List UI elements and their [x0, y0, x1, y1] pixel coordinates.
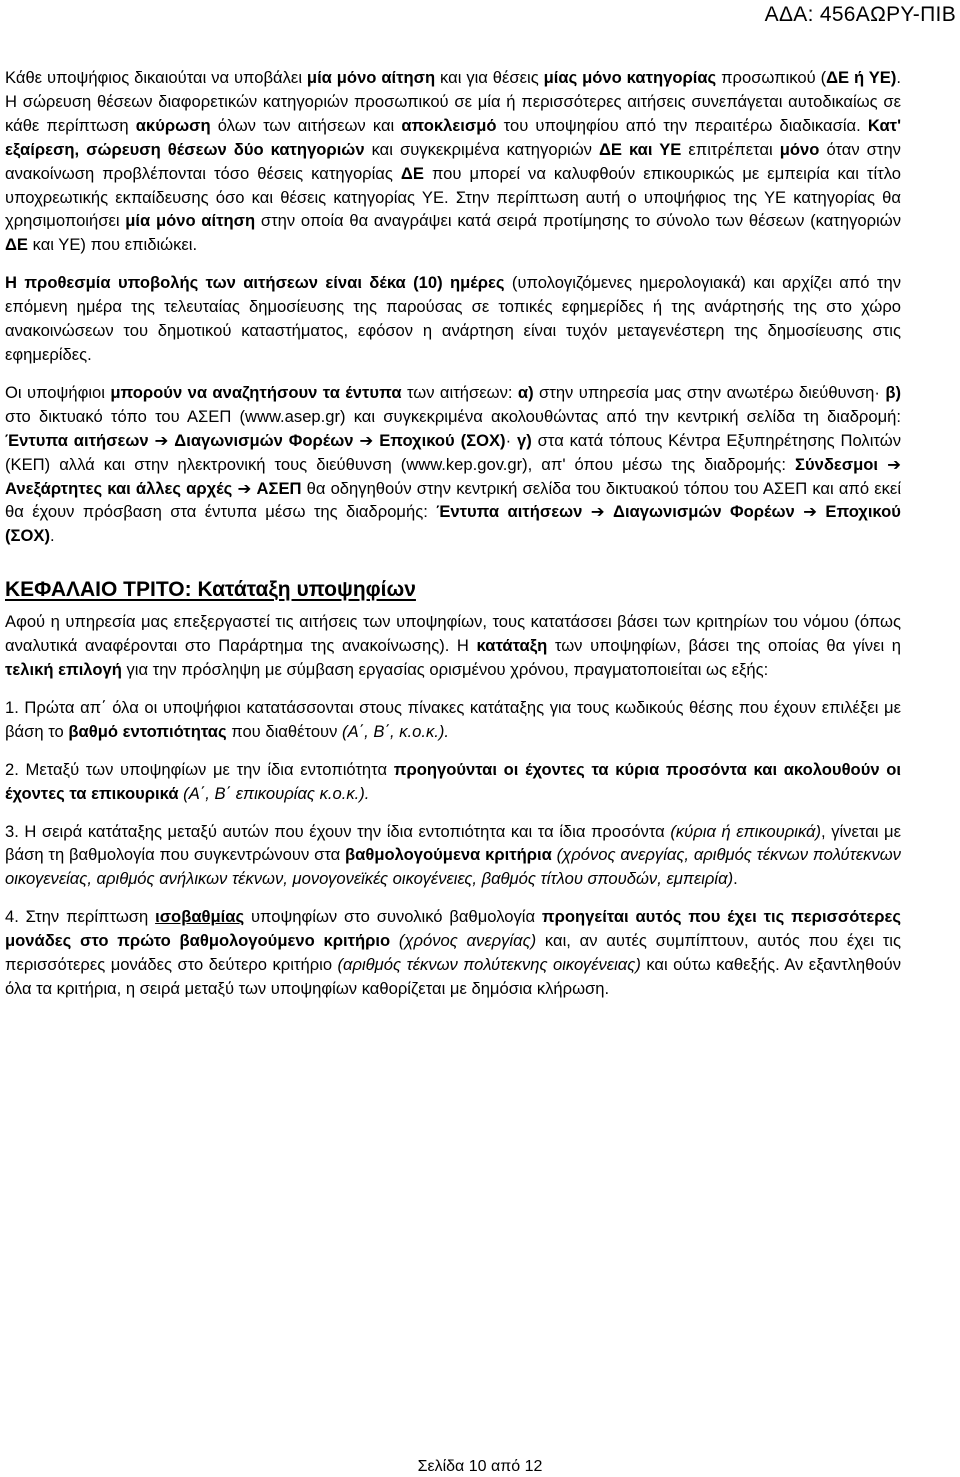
- bold-text: ΔΕ και ΥΕ: [598, 139, 682, 159]
- text: (υπολογιζόμενες ημερολογιακά) και αρχίζει από την επόμενη ημέρα της τελευταίας δημοσίευσης της παρούσας σε τοπικές εφημερίδες ή της ανάρτησής της στο χώρο ανακοινώσεων του δημοτικού καταστήματος, εφόσον η ανάρτηση είναι τυχόν μεταγενέστερη της δημοσίευσης στις εφημερίδες.: [5, 273, 901, 364]
- bold-text: ακύρωση: [135, 115, 211, 135]
- arrow-right-icon: ➔: [803, 502, 818, 522]
- ranking-item-3: [5, 820, 901, 892]
- bold-text: Η προθεσμία υποβολής των αιτήσεων είναι δέκα (10) ημέρες: [5, 273, 505, 293]
- bold-text: Έντυπα αιτήσεων: [5, 430, 149, 450]
- italic-text: (Α΄, Β΄ επικουρίας κ.ο.κ.).: [183, 783, 370, 803]
- bold-text: Ανεξάρτητες και άλλες αρχές: [5, 478, 233, 498]
- text: όταν στην ανακοίνωση προβλέπονται τόσο θέσεις κατηγορίας: [5, 139, 901, 183]
- bold-text: Έντυπα αιτήσεων: [436, 502, 583, 522]
- bold-text: τελική επιλογή: [5, 660, 122, 680]
- text: Αφού η υπηρεσία μας επεξεργαστεί τις αιτήσεις των υποψηφίων, τους κατατάσσει βάσει των κριτηρίων του νόμου (όπως αναλυτικά αναφέρονται στο Παράρτημα της ανακοίνωσης). Η: [5, 612, 901, 656]
- paragraph-ranking-intro: [5, 610, 901, 682]
- text: του υποψηφίου από την περαιτέρω διαδικασία.: [496, 115, 868, 135]
- text: και ούτω καθεξής. Αν εξαντληθούν όλα τα κριτήρια, η σειρά μεταξύ των υποψηφίων καθορίζεται με δημόσια κλήρωση.: [5, 955, 901, 998]
- bold-text: Σύνδεσμοι: [795, 454, 879, 474]
- text: . Η σώρευση θέσεων διαφορετικών κατηγοριών προσωπικού σε μία ή περισσότερες αιτήσεις συνεπάγεται αυτοδικαίως σε κάθε περίπτωση: [5, 68, 902, 135]
- italic-text: (χρόνος ανεργίας): [398, 931, 537, 951]
- bold-text: βαθμολογούμενα κριτήρια: [345, 845, 552, 865]
- text: και, αν αυτές συμπίπτουν, αυτός που έχει τις περισσότερες μονάδες στο δεύτερο κριτήριο: [5, 931, 901, 975]
- bold-text: αποκλεισμό: [401, 115, 497, 135]
- bold-text: γ): [516, 430, 532, 450]
- bold-text: Εποχικού (ΣΟΧ): [379, 430, 506, 450]
- bold-text: ΔΕ: [400, 163, 424, 183]
- bold-underlined-text: ισοβαθμίας: [155, 907, 245, 927]
- bold-text: βαθμό εντοπιότητας: [68, 721, 227, 741]
- text: των αιτήσεων:: [401, 382, 518, 402]
- text: για την πρόσληψη με σύμβαση εργασίας ορισμένου χρόνου, πραγματοποιείται ως εξής:: [121, 660, 769, 680]
- text: , γίνεται με βάση τη βαθμολογία που συγκεντρώνουν στα: [5, 821, 901, 865]
- text: 2. Μεταξύ των υποψηφίων με την ίδια εντοπιότητα: [5, 759, 394, 779]
- arrow-right-icon: ➔: [237, 478, 252, 498]
- bold-text: μόνο: [779, 139, 820, 159]
- text: όλων των αιτήσεων και: [210, 115, 402, 135]
- text: στην οποία θα αναγράψει κατά σειρά προτίμησης το σύνολο των θέσεων (κατηγοριών: [255, 211, 901, 231]
- arrow-right-icon: ➔: [590, 502, 605, 522]
- text: που μπορεί να καλυφθούν επικουρικώς με εμπειρία και τίτλο υποχρεωτικής εκπαίδευσης όσο και θέσεις κατηγορίας ΥΕ. Στην περίπτωση αυτή ο υποψήφιος της ΥΕ κατηγορίας θα χρησιμοποιήσει: [5, 163, 901, 231]
- bold-text: β): [885, 382, 901, 402]
- text: Κάθε υποψήφιος δικαιούται να υποβάλει: [5, 68, 307, 87]
- text: προσωπικού (: [716, 68, 827, 87]
- text: και ΥΕ) που επιδιώκει.: [28, 235, 198, 255]
- text: και για θέσεις: [435, 68, 544, 87]
- bold-text: προηγείται αυτός που έχει τις περισσότερες μονάδες στο πρώτο βαθμολογούμενο κριτήριο: [5, 907, 901, 951]
- bold-text: μία μόνο αίτηση: [306, 68, 436, 87]
- text: υποψηφίων στο συνολικό βαθμολογία: [244, 907, 542, 927]
- bold-text: Κατ' εξαίρεση, σώρευση θέσεων δύο κατηγοριών: [5, 115, 902, 159]
- paragraph-deadline: [5, 271, 901, 367]
- bold-text: Διαγωνισμών Φορέων: [174, 430, 354, 450]
- ranking-item-4: [5, 905, 901, 1001]
- bold-text: προηγούνται οι έχοντες τα κύρια προσόντα και ακολουθούν οι έχοντες τα επικουρικά: [5, 759, 901, 803]
- text: στο δικτυακό τόπο του ΑΣΕΠ (www.asep.gr) και συγκεκριμένα ακολουθώντας από την κεντρική σελίδα τη διαδρομή:: [5, 406, 901, 426]
- arrow-right-icon: ➔: [887, 454, 901, 474]
- text: .: [733, 869, 738, 889]
- bold-text: μίας μόνο κατηγορίας: [543, 68, 717, 87]
- text: 3. Η σειρά κατάταξης μεταξύ αυτών που έχουν την ίδια εντοπιότητα και τα ίδια προσόντα: [5, 821, 671, 841]
- text: και συγκεκριμένα κατηγοριών: [364, 139, 599, 159]
- text: [390, 931, 399, 950]
- bold-text: ΑΣΕΠ: [256, 478, 302, 498]
- italic-text: (κύρια ή επικουρικά): [670, 821, 822, 841]
- ada-header: ΑΔΑ: 456ΑΩΡΥ-ΠΙΒ: [764, 3, 956, 26]
- bold-text: Διαγωνισμών Φορέων: [613, 502, 795, 522]
- bold-text: κατάταξη: [476, 636, 548, 656]
- arrow-right-icon: ➔: [154, 430, 169, 450]
- bold-text: μία μόνο αίτηση: [125, 211, 256, 231]
- text: .: [50, 526, 55, 546]
- chapter-heading: ΚΕΦΑΛΑΙΟ ΤΡΙΤΟ: Κατάταξη υποψηφίων: [5, 578, 416, 602]
- arrow-right-icon: ➔: [359, 430, 374, 450]
- bold-text: α): [517, 382, 534, 402]
- italic-text: (χρόνος ανεργίας, αριθμός τέκνων πολύτεκνων οικογενείας, αριθμός ανήλικων τέκνων, μονογονεϊκές οικογένειες, βαθμός τίτλου σπουδών, εμπειρία): [5, 845, 901, 889]
- bold-text: Εποχικού (ΣΟΧ): [5, 502, 901, 546]
- document-body: [5, 66, 901, 1001]
- paragraph-application-rules: [5, 66, 901, 257]
- text: θα οδηγηθούν στην κεντρική σελίδα του δικτυακού τόπου του ΑΣΕΠ και από εκεί θα έχουν πρόσβαση στα έντυπα μέσω της διαδρομής:: [5, 478, 902, 522]
- italic-text: (αριθμός τέκνων πολύτεκνης οικογένειας): [337, 955, 641, 975]
- text: ·: [505, 430, 517, 450]
- bold-text: ΔΕ ή ΥΕ): [826, 68, 897, 87]
- paragraph-forms: [5, 381, 901, 548]
- text: 4. Στην περίπτωση: [5, 907, 156, 927]
- text: Οι υποψήφιοι: [5, 382, 111, 402]
- text: στα κατά τόπους Κέντρα Εξυπηρέτησης Πολιτών (ΚΕΠ) αλλά και στην ηλεκτρονική τους διεύθυνση (www.kep.gov.gr), απ' όπου μέσω της διαδρομής:: [5, 430, 901, 474]
- text: που διαθέτουν: [226, 721, 343, 741]
- text: των υποψηφίων, βάσει της οποίας θα γίνει η: [547, 636, 901, 656]
- text: επιτρέπεται: [681, 139, 780, 159]
- text: στην υπηρεσία μας στην ανωτέρω διεύθυνση·: [533, 382, 886, 402]
- page-number-footer: Σελίδα 10 από 12: [417, 1458, 543, 1475]
- ranking-item-1: [5, 696, 901, 744]
- bold-text: μπορούν να αναζητήσουν τα έντυπα: [110, 382, 402, 402]
- text: 1. Πρώτα απ΄ όλα οι υποψήφιοι κατατάσσονται στους πίνακες κατάταξης για τους κωδικούς θέσης που έχουν επιλέξει με βάση το: [5, 697, 901, 741]
- bold-text: ΔΕ: [5, 235, 28, 255]
- italic-text: (Α΄, Β΄, κ.ο.κ.).: [342, 721, 449, 741]
- ranking-item-2: [5, 758, 901, 806]
